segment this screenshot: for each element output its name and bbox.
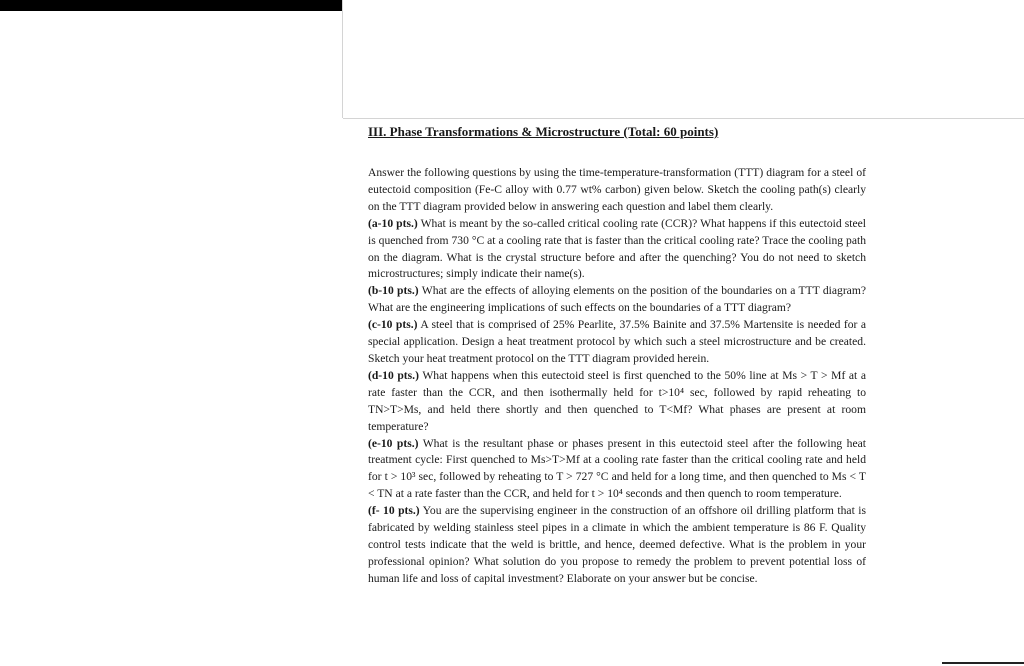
question-c [368,317,866,368]
question-text: You are the supervising engineer in the construction of an offshore oil drilling platform that is fabricated by welding stainless steel pipes in a climate in which the ambient temperature is 86 F. Quality control tests indicate that the weld is brittle, and hence, deemed defective. What is the problem in your professional opinion? What solution do you propose to remedy the problem to prevent potential loss of human life and loss of capital investment? Elaborate on your answer but be concise. [368,504,866,585]
question-label: (e-10 pts.) [368,436,419,450]
question-f [368,503,866,588]
question-label: (a-10 pts.) [368,216,418,230]
question-b [368,283,866,317]
question-label: (f- 10 pts.) [368,504,420,518]
document-section [368,124,866,588]
question-text: What is meant by the so-called critical cooling rate (CCR)? What happens if this eutectoid steel is quenched from 730 °C at a cooling rate that is faster than the critical cooling rate? Trace the cooling path on the diagram. What is the crystal structure before and after the quenching? You do not need to sketch microstructures; simply indicate their name(s). [368,216,866,281]
question-text: What are the effects of alloying elements on the position of the boundaries on a TTT diagram? What are the engineering implications of such effects on the boundaries of a TTT diagram? [368,284,866,315]
header-divider [343,118,1024,119]
question-d [368,368,866,436]
question-body [368,165,866,588]
question-label: (b-10 pts.) [368,284,419,298]
question-text: A steel that is comprised of 25% Pearlite, 37.5% Bainite and 37.5% Martensite is needed for a special application. Design a heat treatment protocol by which such a steel microstructure and be created. Sketch your heat treatment protocol on the TTT diagram provided herein. [368,318,866,365]
bottom-corner-line [942,662,1024,664]
page-edge-divider [342,0,343,118]
top-black-bar [0,0,343,11]
question-text: What happens when this eutectoid steel is first quenched to the 50% line at Ms > T > Mf at a rate faster than the CCR, and then isothermally held for t>10⁴ sec, followed by rapid reheating to TN>T>Ms, and held there shortly and then quenched to T<Mf? What phases are present at room temperature? [368,368,866,433]
question-text: What is the resultant phase or phases present in this eutectoid steel after the following heat treatment cycle: First quenched to Ms>T>Mf at a cooling rate faster than the critical cooling rate and held for t > 10³ sec, followed by reheating to T > 727 °C and held for a long time, and then quenched to Ms < T < TN at a rate faster than the CCR, and held for t > 10⁴ seconds and then quench to room temperature. [368,436,866,501]
intro-paragraph: Answer the following questions by using the time-temperature-transformation (TTT) diagram for a steel of eutectoid composition (Fe-C alloy with 0.77 wt% carbon) given below. Sketch the cooling path(s) clearly on the TTT diagram provided below in answering each question and label them clearly. [368,166,866,213]
question-e [368,436,866,504]
section-heading: III. Phase Transformations & Microstructure (Total: 60 points) [368,124,719,139]
question-label: (c-10 pts.) [368,318,418,332]
question-label: (d-10 pts.) [368,368,419,382]
question-a [368,216,866,284]
